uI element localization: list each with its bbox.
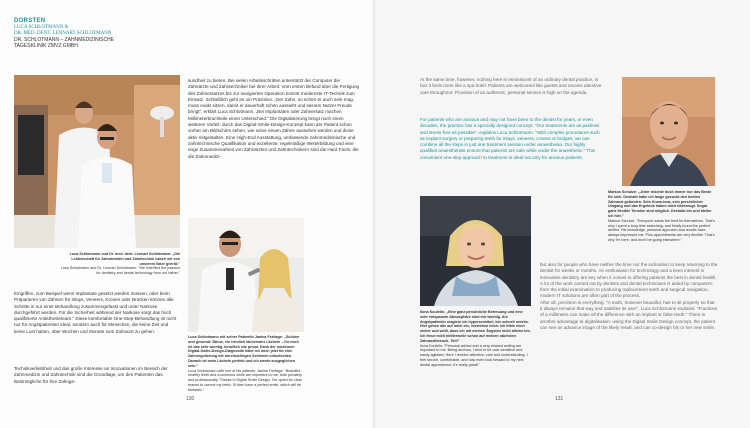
patient-caption-de: Luca Schlotmann mit seiner Patientin Janina Fertlage: „Schöne und gesunde Zähne, ein herzlich lächelndes Lächeln – für mich ist das sehr wichtig, beruflich wie privat. Dank der modernen Digital-Smile-Design-Diagnostik habe ich mich jetzt für eine Zahnregulierung mit durchsichtigen Schienen entschieden. Danach ist mein Lächeln perfekt und ich werde ausgeglichen sein." <box>188 335 300 368</box>
left-bottom-text-2 <box>14 366 180 392</box>
doctor-names-line2: DR. MED. DENT. LENNART SCHLOTMANN <box>14 31 112 36</box>
page-number-right: 131 <box>555 396 564 402</box>
patient-photo <box>188 218 304 332</box>
patient-caption <box>188 335 304 395</box>
page-number-left: 130 <box>186 396 195 402</box>
right-bottom-text <box>540 262 718 392</box>
right-page <box>375 0 750 428</box>
doctors-caption <box>58 252 180 276</box>
ilona-caption-en: Ilona Koulelis: "Personal advice and a very relaxed setting are important to me. Being anxious, I tend to be over-sensitive and easily agitated. Here I receive attention, care and understanding. I feel secure, comfortable, and now even look forward to my next dental appointment, it's really great!" <box>420 343 528 367</box>
left-bottom-paragraph-2: Technikverliebtheit und das große Interesse an Innovationen im Bereich der Zahnmedizin und Zahntechnik sind die Grundlage, um den Patienten das Bestmögliche für ihre Zahnge- <box>14 366 168 384</box>
right-bottom-paragraph-3: After all, precision is everything. "A tooth, however beautiful, has to sit properly so that it always remains that way and satisfies its user", Luca Schlotmann explains. "Fractions of a millimetre can make all the difference with an implant or false teeth." There is another advantage to digitalisation: using the Digital Smile Design concept, the patient can see an advance image of the likely result, and can co-design his or her new smile. <box>540 299 718 330</box>
markus-caption <box>608 190 715 244</box>
right-highlight-text <box>420 117 602 195</box>
doctors-caption-de: Luca Schlotmann und Dr. med. dent. Lennart Schlotmann: „Die Leidenschaft für Zahnmedizin und Zahntechnik haben wir von unserem Vater geerbt." <box>69 252 180 266</box>
doctors-caption-en: Luca Schlotmann and Dr. Lennart Schlotmann: "We inherited the passion for dentistry and dental technology from our father." <box>60 266 180 276</box>
left-bottom-text <box>14 291 180 365</box>
doctors-photo <box>14 75 180 248</box>
patient-caption-en: Luca Schlotmann with one of his patients, Janina Fertlage: "Beautiful, healthy teeth and a luminous smile are important to me, both privately and professionally. Thanks to Digital Smile Design, I've opted for clear braces to correct my teeth. I'll then have a perfect smile, which will be fantastic." <box>188 368 302 392</box>
right-bottom-paragraph-2: A lot of the work carried out by dentists and dental technicians is aided by computers: from the initial examination to producing replacement teeth and surgical navigation, modern IT solutions are often part of the process. <box>540 280 714 299</box>
left-top-paragraph: sundheit zu bieten. Bei vielen Arbeitsschritten unterstützt der Computer die Zahnärzte und Zahntechniker bei ihrer Arbeit: Vom ersten Befund über die Fertigung des Zahnersatzes bis zur navigierten Operation kommt modernste IT-Technik zum Einsatz. Schließlich geht es um Präzision. „Der Zahn, so schön er auch sein mag, muss exakt sitzen, damit er dauerhaft schön aussieht und seinem Nutzer Freude bringt", erklärt Luca Schlotmann. „Bei Implantaten oder Zahnersatz machen Millimeterbruchteile einen Unterschied." Die Digitalisierung bringt noch einen weiteren Vorteil: durch das Digital-Smile-Design-Konzept kann der Patient schon vorher am Bildschirm sehen, wie seine neuen Zähne aussehen werden und diese aktiv mitgestalten. Eine High-End Ausstattung, umfassende zahnmedizinische und zahntechnische Qualifikation und exzellente, regelmäßige Weiterbildung und eine enge Zusammenarbeit von Zahnärzten und Zahntechnikern sind die Hard Facts, die die Zahnmedizi- <box>188 78 360 159</box>
clinic-name-line2: TAGESKLINIK ZMVZ GMBH <box>14 43 78 49</box>
right-highlight-paragraph: For patients who are anxious and may not have been to the dentist for years, or even decades, the practice has a specially designed concept. "Our treatments are as painless and stress-free as possible", explains Luca Schlotmann. "With complex procedures such as implant surgery or preparing teeth for inlays, veneers, crowns or bridges, we can combine all the steps in just one treatment session under anaesthesia. Our highly qualified anaesthetists ensure that patients are safe while under the anaesthetic." This convenient one-step approach to treatment is ideal not only for anxious patients, <box>420 117 600 160</box>
doctor-names-line1: LUCA SCHLOTMANN & <box>14 25 69 30</box>
clinic-name-line1: DR. SCHLOTMANN – ZAHNMEDIZINISCHE <box>14 37 115 43</box>
markus-caption-de: Markus Schulze: „Jeder möchte doch immer nur das Beste für sich. Deshalb habe ich lange gesucht den besten Zahnarzt gefunden. Sein Know-how, sein persönlicher Umgang und das Ergebnis haben mich überzeugt. Sogar ganz flexible Termine sind möglich. Deshalb bin und bleibe ich hier." <box>608 190 712 218</box>
ilona-caption <box>420 310 531 372</box>
right-intro-text <box>420 77 602 117</box>
ilona-photo <box>420 196 531 306</box>
markus-photo <box>622 77 715 186</box>
left-top-right-text <box>188 78 360 218</box>
right-intro-paragraph: At the same time, however, nothing here is reminiscent of an ordinary dental practice, in fact it feels more like a spa hotel. Patients are welcomed like guests and receive attentive care throughout. Provision of an authentic, personal service is high on the agenda. <box>420 77 602 95</box>
city-title: DORSTEN <box>14 18 46 24</box>
ilona-caption-de: Ilona Koulelis: „Eine ganz persönliche Betreuung und eine sehr entspannte Atmosphäre sind mir wichtig. Als Angstpatientin reagiere ich hypersensibel, bin schnell nervös. Hier gehen alle auf mich ein, verstehen mich. Ich fühle mich sicher und weiß, dass ich mit meinen Ängsten nicht alleine bin. Ich freue mich mittlerweile schon auf meinen nächsten Zahnarztbesuch. Toll!" <box>420 310 531 343</box>
markus-caption-en: Markus Schulze: "Everyone wants the best for themselves. That's why I spent a long time searching, and finally found the perfect dentist. His knowledge, personal approach and results have always impressed me. Plus appointments are very flexible. That's why I'm here, and won't be going elsewhere." <box>608 218 715 242</box>
left-bottom-paragraph-1: Eingriffen, zum Beispiel wenn Implantate gesetzt werden müssen, oder beim Präparieren von Zähnen für Inlays, Veneers, Kronen oder Brücken können alle Schritte in nur einer Behandlung zusammengefasst und unter Narkose durchgeführt werden. Für die Sicherheit während der Narkose sorgt das hoch qualifizierte Anästhesieteam." Diese komfortable One-Step-Behandlung ist nicht nur für Angstpatienten ideal, sondern auch für Menschen, die keine Zeit und keine Lust haben, über Wochen und Monate zum Zahnarzt zu gehen. <box>14 291 177 334</box>
right-bottom-paragraph-1: but also for people who have neither the time nor the inclination to keep returning to the dentist for weeks or months. An enthusiasm for technology and a keen interest in innovative dentistry are key when it comes to offering patients the best in dental health. <box>540 262 718 280</box>
article-header <box>14 18 194 49</box>
